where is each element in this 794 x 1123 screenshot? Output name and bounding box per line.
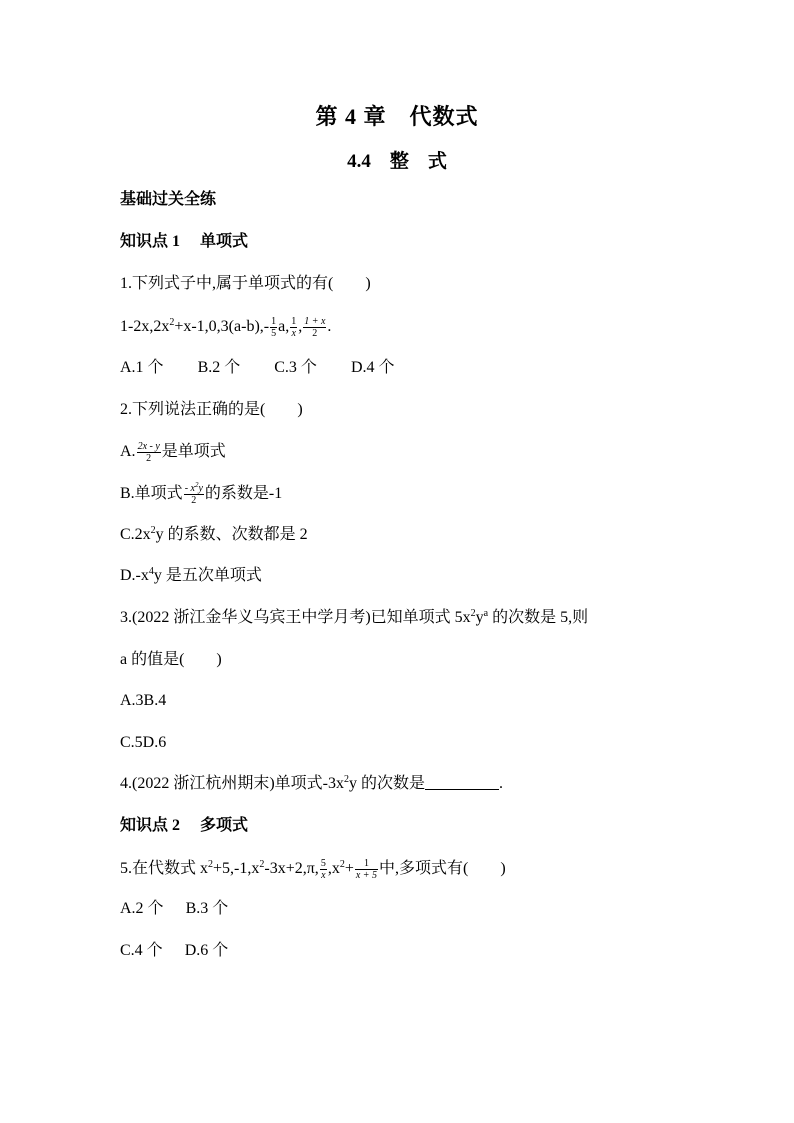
question-2-option-c: $C.2x^2y$ 的系数、次数都是 2 bbox=[120, 525, 308, 543]
q1-expr-part-b: +x-1,0,3(a-b),- bbox=[174, 318, 270, 336]
q1-option-a: A.1 个 bbox=[120, 359, 164, 376]
q1-fraction-one-fifth: $\frac{1}{5}$ bbox=[271, 316, 277, 339]
question-1-stem: 1.下列式子中,属于单项式的有( ) bbox=[120, 275, 371, 292]
q1-expr-end: . bbox=[327, 318, 332, 336]
chapter-title: 第 4 章 代数式 bbox=[315, 104, 479, 129]
section-title: 4.4 整 式 bbox=[347, 151, 447, 172]
q1-expr-part-c: a, bbox=[278, 318, 290, 336]
question-2-stem: 2.下列说法正确的是( ) bbox=[120, 401, 303, 418]
q1-fraction-one-plus-x-over-two: $\frac{1 + x}{2}$ bbox=[304, 316, 326, 339]
q2-fraction-a: $\frac{2x - y}{2}$ bbox=[137, 441, 160, 464]
q5-fraction-five-over-x: $\frac{5}{x}$ bbox=[320, 858, 326, 881]
q1-option-d: D.4 个 bbox=[350, 359, 395, 376]
question-4-stem: 4.(2022 浙江杭州期末)单项式$-3x^2y$ 的次数是 . bbox=[120, 774, 504, 792]
knowledge-point-1-heading: 知识点 1 单项式 bbox=[120, 233, 249, 250]
answer-blank[interactable] bbox=[425, 775, 499, 790]
q1-fraction-one-over-x: $\frac{1}{x}$ bbox=[291, 316, 297, 339]
q1-option-c: C.3 个 bbox=[274, 359, 317, 376]
question-3-stem: 3.(2022 浙江金华义乌宾王中学月考)已知单项式 $5x^2y^a$ 的次数是 5,则 bbox=[120, 608, 589, 626]
question-1-expressions: $1-2x,2x^2+x-1,0,3(a-b),-$ $\frac{1}{5}$ a, $\frac{1}{x}$ , $\frac{1 + x}{2}$ . bbox=[120, 316, 332, 339]
q2-fraction-b: $\frac{- x^2y}{2}$ bbox=[184, 481, 203, 506]
q1-exponent: 2 bbox=[169, 317, 175, 329]
q1-option-b: B.2 个 bbox=[197, 359, 241, 376]
q5-fraction-one-over-x-plus-5: $\frac{1}{x + 5}$ bbox=[355, 858, 378, 881]
q1-expr-part-a: 1-2x,2x bbox=[120, 318, 170, 336]
question-3-stem-line-2: a 的值是( ) bbox=[120, 651, 222, 668]
question-5-options-cd: C.4 个 D.6 个 bbox=[120, 942, 229, 959]
question-3-options-ab: A.3B.4 bbox=[120, 692, 167, 709]
question-2-option-d: $D.-x^4y$ 是五次单项式 bbox=[120, 566, 262, 584]
question-2-option-a: A. $\frac{2x - y}{2}$ 是单项式 bbox=[120, 441, 226, 464]
question-1-options bbox=[120, 358, 395, 378]
practice-heading: 基础过关全练 bbox=[120, 191, 217, 208]
question-3-options-cd: C.5D.6 bbox=[120, 734, 167, 751]
question-2-option-b: B.单项式 $\frac{- x^2y}{2}$ 的系数是-1 bbox=[120, 481, 283, 506]
question-5-stem: 5.在代数式 $x^2+5,-1,x^2-3x+2,\pi$, $\frac{5}{x}$ $,x^2+$ $\frac{1}{x + 5}$ 中,多项式有( ) bbox=[120, 858, 506, 881]
question-5-options-ab: A.2 个 B.3 个 bbox=[120, 900, 229, 917]
knowledge-point-2-heading: 知识点 2 多项式 bbox=[120, 817, 249, 834]
